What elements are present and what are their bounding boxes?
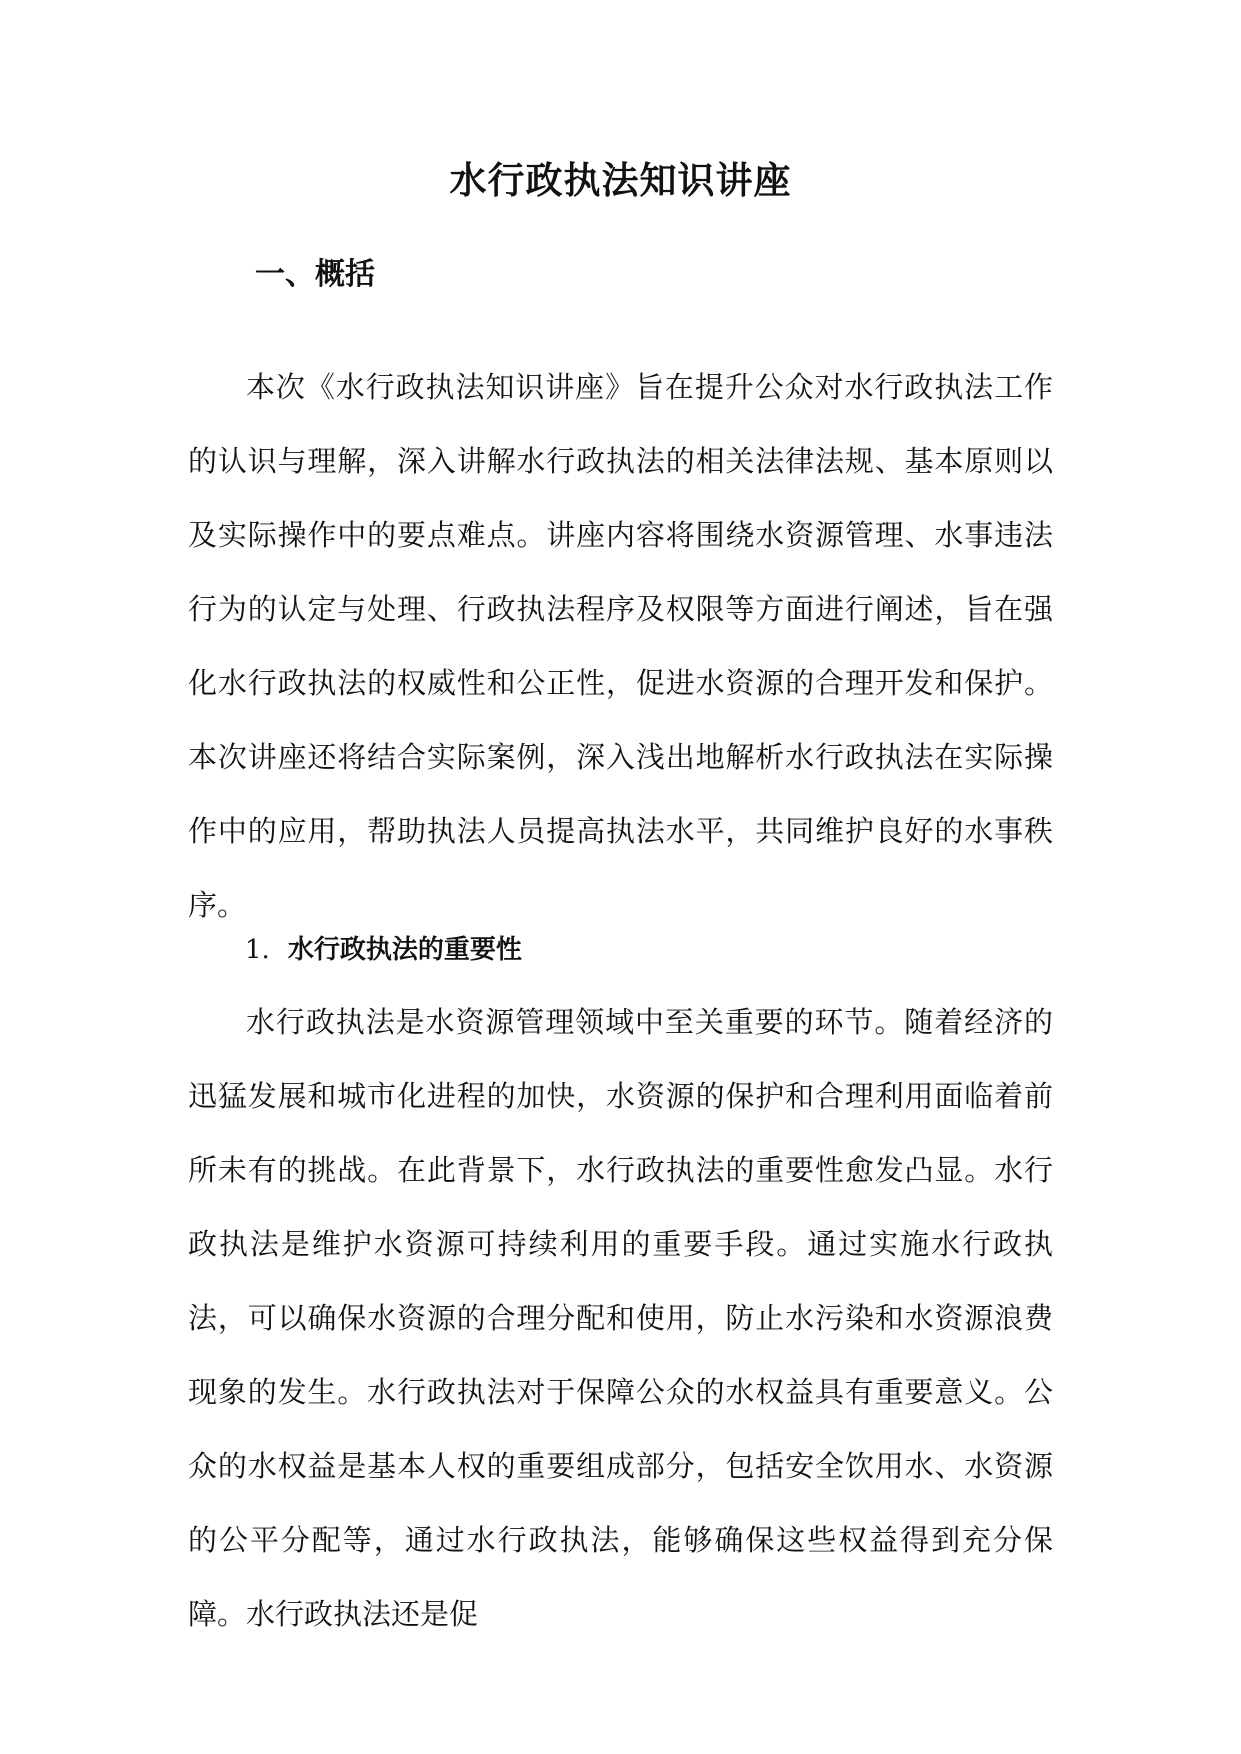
subsection-heading [245, 925, 522, 975]
section-paragraph: 本次《水行政执法知识讲座》旨在提升公众对水行政执法工作的认识与理解，深入讲解水行政执法的相关法律法规、基本原则以及实际操作中的要点难点。讲座内容将围绕水资源管理、水事违法行为的认定与处理、行政执法程序及权限等方面进行阐述，旨在强化水行政执法的权威性和公正性，促进水资源的合理开发和保护。本次讲座还将结合实际案例，深入浅出地解析水行政执法在实际操作中的应用，帮助执法人员提高执法水平，共同维护良好的水事秩序。 [188, 370, 1053, 922]
subsection-paragraph: 水行政执法是水资源管理领域中至关重要的环节。随着经济的迅猛发展和城市化进程的加快，水资源的保护和合理利用面临着前所未有的挑战。在此背景下，水行政执法的重要性愈发凸显。水行政执法是维护水资源可持续利用的重要手段。通过实施水行政执法，可以确保水资源的合理分配和使用，防止水污染和水资源浪费现象的发生。水行政执法对于保障公众的水权益具有重要意义。公众的水权益是基本人权的重要组成部分，包括安全饮用水、水资源的公平分配等，通过水行政执法，能够确保这些权益得到充分保障。水行政执法还是促 [188, 1005, 1053, 1631]
document-title: 水行政执法知识讲座 [449, 158, 792, 202]
subsection-number: 1. [245, 935, 270, 965]
subsection-heading-text: 水行政执法的重要性 [287, 935, 522, 965]
section-heading: 一、概括 [255, 257, 375, 292]
